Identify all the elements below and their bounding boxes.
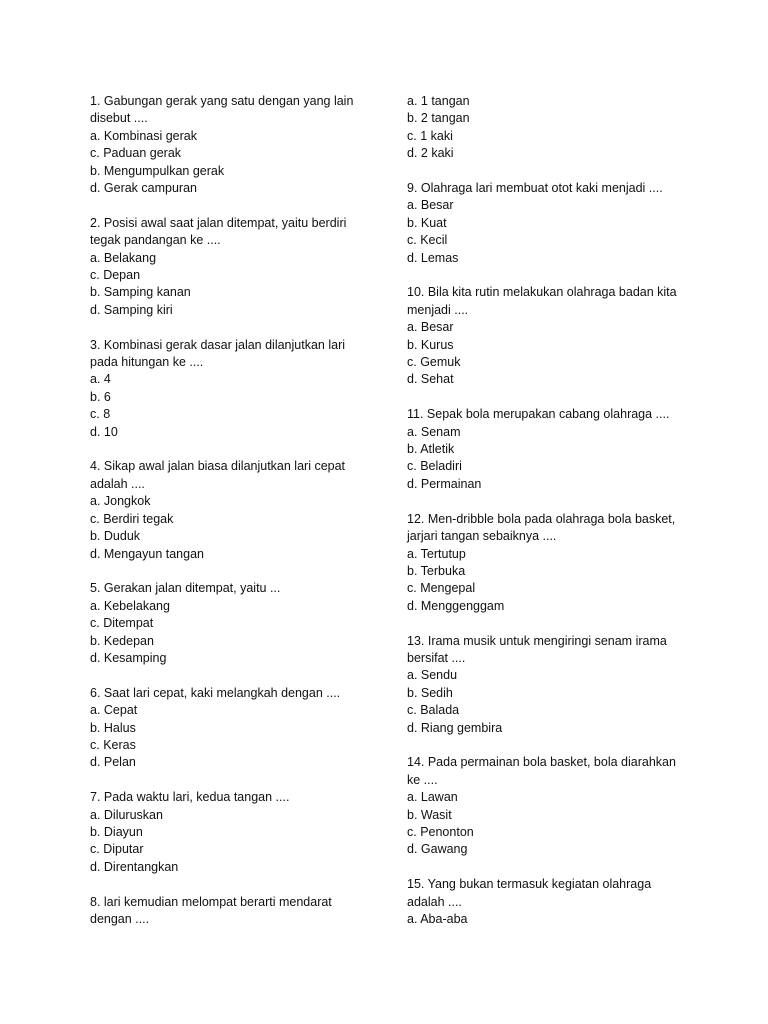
answer-option: d. Gawang bbox=[407, 842, 468, 857]
question-block bbox=[90, 215, 390, 319]
answer-option: c. Depan bbox=[90, 268, 141, 283]
answer-option: d. 2 kaki bbox=[407, 146, 454, 161]
answer-option: d. Sehat bbox=[407, 372, 454, 387]
answer-option: d. Riang gembira bbox=[407, 720, 503, 735]
question-block bbox=[407, 180, 707, 267]
answer-option: b. Halus bbox=[90, 720, 136, 735]
answer-option: a. Belakang bbox=[90, 250, 157, 265]
answer-option: a. 4 bbox=[90, 372, 111, 387]
answer-option: c. Berdiri tegak bbox=[90, 511, 174, 526]
answer-option: b. Kuat bbox=[407, 215, 447, 230]
answer-option: c. 8 bbox=[90, 407, 111, 422]
question-text: 14. Pada permainan bola basket, bola diarahkan ke .... bbox=[407, 755, 676, 787]
answer-option: d. Lemas bbox=[407, 250, 459, 265]
answer-option: c. Diputar bbox=[90, 842, 144, 857]
answer-option: b. 2 tangan bbox=[407, 111, 470, 126]
question-block bbox=[407, 284, 707, 388]
question-block bbox=[407, 511, 707, 615]
question-text: 2. Posisi awal saat jalan ditempat, yaitu berdiri tegak pandangan ke .... bbox=[90, 215, 347, 248]
answer-option: b. 6 bbox=[90, 389, 111, 404]
question-block bbox=[90, 580, 390, 667]
question-text: 15. Yang bukan termasuk kegiatan olahraga adalah .... bbox=[407, 877, 652, 909]
answer-option: b. Diayun bbox=[90, 824, 143, 839]
answer-option: b. Samping kanan bbox=[90, 285, 191, 300]
question-block bbox=[407, 93, 707, 163]
answer-option: d. Kesamping bbox=[90, 650, 167, 665]
question-block bbox=[90, 93, 390, 197]
answer-option: a. Aba-aba bbox=[407, 911, 468, 926]
answer-option: a. Besar bbox=[407, 320, 454, 335]
answer-option: a. Diluruskan bbox=[90, 807, 163, 822]
question-block bbox=[407, 876, 707, 928]
answer-option: c. Penonton bbox=[407, 824, 474, 839]
question-text: 1. Gabungan gerak yang satu dengan yang lain disebut .... bbox=[90, 94, 354, 126]
answer-option: a. Sendu bbox=[407, 668, 458, 683]
answer-option: a. Senam bbox=[407, 424, 461, 439]
answer-option: b. Terbuka bbox=[407, 563, 466, 578]
answer-option: d. Permainan bbox=[407, 476, 482, 491]
question-block bbox=[90, 894, 390, 929]
question-text: 6. Saat lari cepat, kaki melangkah dengan .... bbox=[90, 685, 341, 700]
answer-option: b. Mengumpulkan gerak bbox=[90, 163, 225, 178]
answer-option: a. Jongkok bbox=[90, 494, 151, 509]
question-block bbox=[407, 754, 707, 858]
question-text: 12. Men-dribble bola pada olahraga bola basket, jarjari tangan sebaiknya .... bbox=[407, 511, 676, 544]
question-text: 11. Sepak bola merupakan cabang olahraga .... bbox=[407, 407, 670, 422]
answer-option: d. Mengayun tangan bbox=[90, 546, 204, 561]
right-column bbox=[407, 93, 707, 946]
answer-option: a. Tertutup bbox=[407, 546, 466, 561]
answer-option: a. Cepat bbox=[90, 703, 138, 718]
question-text: 5. Gerakan jalan ditempat, yaitu ... bbox=[90, 581, 281, 596]
answer-option: c. 1 kaki bbox=[407, 128, 453, 143]
question-text: 7. Pada waktu lari, kedua tangan .... bbox=[90, 790, 290, 805]
question-block bbox=[90, 789, 390, 876]
answer-option: c. Beladiri bbox=[407, 459, 462, 474]
question-block bbox=[90, 685, 390, 772]
answer-option: b. Duduk bbox=[90, 529, 141, 544]
answer-option: a. Lawan bbox=[407, 790, 458, 805]
answer-option: a. Kombinasi gerak bbox=[90, 128, 198, 143]
answer-option: d. 10 bbox=[90, 424, 118, 439]
answer-option: d. Gerak campuran bbox=[90, 181, 197, 196]
answer-option: b. Kurus bbox=[407, 337, 454, 352]
answer-option: a. Kebelakang bbox=[90, 598, 170, 613]
answer-option: c. Kecil bbox=[407, 233, 448, 248]
answer-option: c. Paduan gerak bbox=[90, 146, 182, 161]
answer-option: c. Gemuk bbox=[407, 355, 461, 370]
question-text: 10. Bila kita rutin melakukan olahraga badan kita menjadi .... bbox=[407, 285, 677, 317]
answer-option: c. Balada bbox=[407, 703, 460, 718]
question-block bbox=[407, 406, 707, 493]
left-column bbox=[90, 93, 390, 946]
answer-option: d. Pelan bbox=[90, 755, 136, 770]
question-block bbox=[90, 458, 390, 562]
question-text: 8. lari kemudian melompat berarti mendarat dengan .... bbox=[90, 894, 332, 926]
question-text: 4. Sikap awal jalan biasa dilanjutkan lari cepat adalah .... bbox=[90, 459, 346, 491]
answer-option: c. Ditempat bbox=[90, 616, 154, 631]
question-block bbox=[407, 633, 707, 737]
answer-option: b. Sedih bbox=[407, 685, 453, 700]
answer-option: a. 1 tangan bbox=[407, 94, 470, 108]
question-block bbox=[90, 337, 390, 441]
answer-option: b. Kedepan bbox=[90, 633, 154, 648]
answer-option: a. Besar bbox=[407, 198, 454, 213]
answer-option: c. Keras bbox=[90, 737, 136, 752]
question-text: 13. Irama musik untuk mengiringi senam irama bersifat .... bbox=[407, 633, 667, 665]
answer-option: d. Samping kiri bbox=[90, 302, 173, 317]
answer-option: d. Direntangkan bbox=[90, 859, 179, 874]
question-text: 9. Olahraga lari membuat otot kaki menjadi .... bbox=[407, 181, 663, 196]
answer-option: d. Menggenggam bbox=[407, 598, 505, 613]
answer-option: b. Wasit bbox=[407, 807, 452, 822]
answer-option: c. Mengepal bbox=[407, 581, 476, 596]
answer-option: b. Atletik bbox=[407, 442, 455, 457]
question-text: 3. Kombinasi gerak dasar jalan dilanjutkan lari pada hitungan ke .... bbox=[90, 337, 346, 370]
